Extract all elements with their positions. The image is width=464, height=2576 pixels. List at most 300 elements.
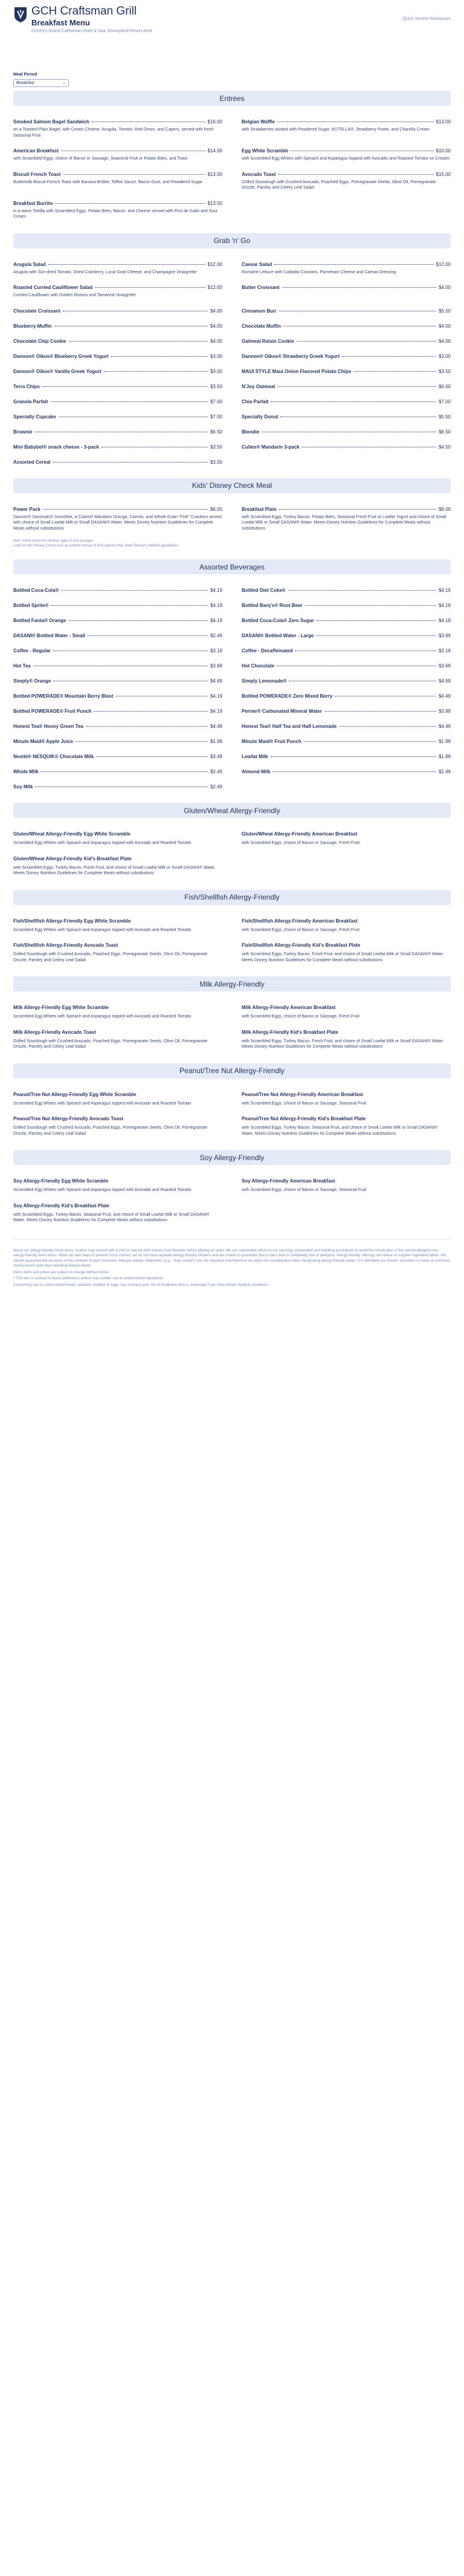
allergy-item-description: Scrambled Egg Whites with Spinach and Asparagus topped with Avocado and Roasted Tomato <box>13 1101 192 1106</box>
menu-item[interactable] <box>242 285 451 299</box>
menu-item[interactable] <box>242 769 451 774</box>
chevron-down-icon: ⌄ <box>62 81 66 85</box>
menu-item-name: Coffee - Decaffeinated <box>242 648 293 654</box>
menu-item[interactable] <box>242 709 451 714</box>
menu-item[interactable] <box>13 693 222 699</box>
meal-period-value: Breakfast <box>16 81 34 85</box>
menu-item-row <box>13 784 222 790</box>
menu-item-price: $6.50 <box>210 429 222 435</box>
menu-item[interactable] <box>13 172 222 191</box>
menu-item-price: $3.19 <box>210 648 222 654</box>
menu-item-price: $4.49 <box>438 724 451 729</box>
allergy-menu-item[interactable] <box>242 1178 451 1193</box>
dotted-leader <box>86 726 208 727</box>
menu-item-price: $1.99 <box>438 754 451 759</box>
menu-item-row <box>242 444 451 450</box>
menu-item-name: Chocolate Croissant <box>13 308 60 314</box>
section-heading: Gluten/Wheat Allergy-Friendly <box>13 803 451 818</box>
menu-item[interactable] <box>242 603 451 608</box>
menu-item[interactable] <box>13 784 222 790</box>
menu-item-row <box>242 339 451 344</box>
menu-item-price: $3.19 <box>438 648 451 654</box>
menu-item-name: Bottled POWERADE® Mountain Berry Blast <box>13 693 114 699</box>
menu-item-name: Honest Tea® Honey Green Tea <box>13 724 83 729</box>
menu-item-name: DASANI® Bottled Water - Large <box>242 633 314 638</box>
menu-item-price: $4.19 <box>438 603 451 608</box>
dotted-leader <box>278 174 433 175</box>
menu-item-row <box>242 429 451 435</box>
menu-item-price: $5.50 <box>438 308 451 314</box>
dotted-leader <box>43 509 208 510</box>
menu-item-name: Dannon® Oikos® Blueberry Greek Yogurt <box>13 353 109 359</box>
allergy-item-description: with Scrambled Eggs, choice of Bacon or Sausage, Fresh Fruit <box>242 1014 359 1019</box>
menu-item[interactable] <box>13 414 222 420</box>
menu-item-row <box>13 633 222 638</box>
menu-item[interactable] <box>13 262 222 276</box>
dotted-leader <box>94 711 208 712</box>
menu-item-row <box>242 308 451 314</box>
menu-item-description: with Scrambled Egg Whites with Spinach and Asparagus topped with Avocado and Roasted Tomato on Crostini <box>242 157 450 161</box>
menu-item-name: Soy Milk <box>13 784 33 790</box>
menu-item-row <box>242 648 451 654</box>
menu-item-row <box>242 588 451 593</box>
menu-item-price: $4.00 <box>438 323 451 329</box>
menu-item[interactable] <box>13 201 222 220</box>
allergy-item-name: Soy Allergy-Friendly Egg White Scramble <box>13 1178 109 1184</box>
menu-item-price: $2.49 <box>210 769 222 774</box>
menu-item-price: $4.00 <box>438 285 451 290</box>
menu-item[interactable] <box>13 678 222 684</box>
meal-period-label: Meal Period <box>13 73 37 77</box>
menu-item-name: Bottled POWERADE® Fruit Punch <box>13 709 92 714</box>
menu-item-price: $4.49 <box>210 724 222 729</box>
section-heading: Soy Allergy-Friendly <box>13 1150 451 1165</box>
allergy-item-name: Milk Allergy-Friendly Egg White Scramble <box>13 1005 109 1010</box>
allergy-section <box>13 1063 451 1147</box>
menu-item[interactable] <box>242 414 451 420</box>
menu-item-price: $13.00 <box>207 171 222 177</box>
menu-item[interactable] <box>13 444 222 450</box>
menu-item[interactable] <box>242 369 451 374</box>
dotted-leader <box>48 264 205 265</box>
menu-item-price: $3.50 <box>210 444 222 450</box>
menu-item-price: $3.49 <box>210 754 222 759</box>
menu-item-row <box>13 323 222 329</box>
menu-item-price: $4.69 <box>438 678 451 684</box>
menu-item-row <box>13 588 222 593</box>
allergy-item-description: Scrambled Egg Whites with Spinach and Asparagus topped with Avocado and Roasted Tomato <box>13 841 192 845</box>
menu-item-row <box>13 429 222 435</box>
menu-item-name: Hot Chocolate <box>242 663 275 669</box>
menu-item[interactable] <box>13 308 222 314</box>
allergy-menu-item[interactable] <box>13 1203 222 1224</box>
menu-item[interactable] <box>13 633 222 638</box>
menu-item-price: $4.00 <box>210 323 222 329</box>
menu-item-price: $12.00 <box>436 261 451 267</box>
allergy-item-name: Peanut/Tree Nut Allergy-Friendly Egg White Scramble <box>13 1091 137 1097</box>
menu-item-row <box>13 339 222 344</box>
kids-menu-note <box>13 539 451 548</box>
menu-item-description: in a warm Tortilla with Scrambled Eggs, Potato Bites, Bacon, and Cheese served with Pico de Gallo and Sour Cream <box>13 209 218 219</box>
menu-item-description: with Scrambled Eggs, Turkey Bacon, Potato Bites, Seasonal Fresh Fruit or Lowfat Yogurt and choice of Small Lowfat Milk or Small DASANI® Water. Meets Disney Nutrition Guidelines for Complete Meals without substitutions <box>242 514 446 531</box>
allergy-menu-item[interactable] <box>242 918 451 933</box>
menu-item[interactable] <box>13 285 222 299</box>
menu-item-row <box>13 618 222 623</box>
dotted-leader <box>50 401 208 402</box>
menu-item-price: $3.00 <box>210 368 222 374</box>
menu-item-row <box>242 414 451 420</box>
menu-item-name: Assorted Cereal <box>13 459 51 465</box>
menu-item-row <box>242 285 451 290</box>
menu-item-price: $4.19 <box>210 709 222 714</box>
allergy-menu-item[interactable] <box>13 918 222 933</box>
menu-item-price: $15.00 <box>436 171 451 177</box>
menu-item[interactable] <box>242 148 451 162</box>
menu-item-row <box>242 354 451 359</box>
menu-item-row <box>13 148 222 154</box>
kids-note-line: Look for the Disney Check icon on printed menus to find options that meet Disney's nutrition guidelines. <box>13 544 179 548</box>
footer-line: About our allergy-friendly menu items: Guests may consult with a chef or special diets trained Cast Member before placing an order. We use reasonable efforts in our sourcing, preparation and handling procedures to avoid the introduction of the named allergens into allergy-friendly menu items. While we take steps to prevent cross-contact, we do not have separate allergy-friendly kitchens and are unable to guarantee that a menu item is completely free of allergens. Allergy-friendly offerings are reliant on supplier ingredient labels. We cannot guarantee the accuracy of the contents of each food item. Allergen dietary statements (e.g., "may contain") are not regulated and therefore we adjust for consideration when designating allergy-friendly meals. It is ultimately our Guests' discretion to make an informed choice based upon their individual dietary needs. <box>13 1248 450 1268</box>
menu-item-price: $3.50 <box>438 368 451 374</box>
menu-item-price: $7.00 <box>438 398 451 404</box>
menu-item[interactable] <box>242 119 451 138</box>
allergy-menu-item[interactable] <box>13 831 222 846</box>
allergy-menu-item[interactable] <box>13 856 222 877</box>
footer-line: * This item is cooked to Guest preference and/or may contain raw or undercooked ingredients. <box>13 1277 165 1280</box>
section-heading: Grab 'n' Go <box>13 233 451 248</box>
allergy-section <box>13 1150 451 1233</box>
dotted-leader <box>279 509 436 510</box>
dotted-leader <box>69 341 208 342</box>
menu-item-name: Egg White Scramble <box>242 148 289 154</box>
menu-item[interactable] <box>13 339 222 344</box>
menu-item-name: N'Joy Oatmeal <box>242 383 276 389</box>
menu-item-name: Bottled POWERADE® Zero Mixed Berry <box>242 693 333 699</box>
menu-item[interactable] <box>242 507 451 532</box>
menu-item[interactable] <box>13 119 222 138</box>
allergy-menu-item[interactable] <box>13 1116 222 1137</box>
menu-item[interactable] <box>13 429 222 435</box>
menu-item-name: Hot Tea <box>13 663 31 669</box>
menu-item-price: $4.00 <box>210 338 222 344</box>
menu-item[interactable] <box>13 663 222 669</box>
menu-item-price: $5.50 <box>438 414 451 420</box>
menu-item-row <box>13 444 222 450</box>
restaurant-title: GCH Craftsman Grill <box>31 5 137 18</box>
allergy-menu-item[interactable] <box>242 1030 451 1050</box>
menu-item[interactable] <box>13 754 222 759</box>
dotted-leader <box>316 635 436 636</box>
menu-item-row <box>242 119 451 125</box>
menu-item[interactable] <box>242 444 451 450</box>
dotted-leader <box>297 341 436 342</box>
menu-item[interactable] <box>13 323 222 329</box>
menu-item-row <box>13 414 222 420</box>
allergy-menu-item[interactable] <box>13 942 222 963</box>
menu-item-name: Cinnamon Bun <box>242 308 276 314</box>
dotted-leader <box>95 287 205 288</box>
menu-item[interactable] <box>242 384 451 389</box>
menu-item-name: Dannon® Oikos® Strawberry Greek Yogurt <box>242 353 340 359</box>
section-heading: Kids' Disney Check Meal <box>13 478 451 493</box>
dotted-leader <box>324 711 436 712</box>
menu-item-row <box>13 648 222 654</box>
menu-item-price: $10.00 <box>436 148 451 154</box>
menu-item[interactable] <box>13 459 222 465</box>
allergy-menu-item[interactable] <box>242 1116 451 1137</box>
menu-item[interactable] <box>242 724 451 729</box>
menu-item[interactable] <box>13 507 222 532</box>
menu-item-name: Bottled Sprite® <box>13 603 49 608</box>
allergy-item-name: Gluten/Wheat Allergy-Friendly American Breakfast <box>242 831 358 837</box>
menu-item-name: Bottled Coca-Cola® Zero Sugar <box>242 618 314 623</box>
item-grid <box>13 262 451 475</box>
section-heading: Peanut/Tree Nut Allergy-Friendly <box>13 1063 451 1079</box>
menu-item-row <box>242 384 451 389</box>
menu-item[interactable] <box>242 739 451 744</box>
menu-item-row <box>13 507 222 512</box>
menu-item-price: $1.99 <box>210 739 222 744</box>
dotted-leader <box>277 386 436 387</box>
menu-item[interactable] <box>242 618 451 623</box>
menu-item-name: Coffee - Regular <box>13 648 51 654</box>
menu-item-price: $4.49 <box>438 693 451 699</box>
dotted-leader <box>63 174 205 175</box>
menu-item-row <box>13 459 222 465</box>
item-grid <box>13 1178 451 1233</box>
dotted-leader <box>96 756 208 757</box>
allergy-menu-item[interactable] <box>242 1092 451 1107</box>
menu-item-row <box>242 754 451 759</box>
menu-item-name: Avocado Toast <box>242 171 276 177</box>
allergy-item-name: Soy Allergy-Friendly American Breakfast <box>242 1178 335 1184</box>
menu-item[interactable] <box>242 172 451 191</box>
menu-item[interactable] <box>242 588 451 593</box>
menu-item-price: $6.00 <box>210 506 222 512</box>
menu-item[interactable] <box>242 323 451 329</box>
menu-item-price: $3.00 <box>438 353 451 359</box>
menu-item[interactable] <box>13 603 222 608</box>
allergy-item-description: Scrambled Egg Whites with Spinach and Asparagus topped with Avocado and Roasted Tomato <box>13 1014 192 1019</box>
meal-period-select[interactable] <box>13 79 69 87</box>
menu-item[interactable] <box>242 308 451 314</box>
menu-item-row <box>13 769 222 774</box>
menu-item-name: Bottled Diet Coke® <box>242 588 286 593</box>
menu-item-row <box>13 693 222 699</box>
menu-item-name: Bottled Fanta® Orange <box>13 618 66 623</box>
menu-item-price: $3.99 <box>438 709 451 714</box>
item-grid <box>13 918 451 973</box>
allergy-item-name: Fish/Shellfish Allergy-Friendly Avocado Toast <box>13 942 118 948</box>
menu-item-price: $3.69 <box>210 663 222 669</box>
dotted-leader <box>288 590 436 591</box>
menu-sections <box>13 91 451 799</box>
menu-item-row <box>13 262 222 267</box>
allergy-menu-item[interactable] <box>13 1178 222 1193</box>
menu-item-row <box>13 285 222 290</box>
dotted-leader <box>55 203 205 204</box>
dotted-leader <box>41 771 208 772</box>
menu-item[interactable] <box>242 648 451 654</box>
menu-item-price: $4.19 <box>210 588 222 593</box>
allergy-item-description: with Scrambled Eggs, choice of Bacon or Sausage, Fresh Fruit <box>242 927 359 932</box>
meal-period-control <box>13 59 451 87</box>
item-grid <box>13 588 451 799</box>
menu-item-name: Biscuit French Toast <box>13 171 61 177</box>
menu-item-name: Bottled Barq's® Root Beer <box>242 603 303 608</box>
menu-item-description: with Strawberries dusted with Powdered Sugar, NUTELLA®, Strawberry Purée, and Chantilly Cream <box>242 128 430 132</box>
menu-subtitle: Breakfast Menu <box>31 18 90 27</box>
allergy-item-description: with Scrambled Eggs, choice of Bacon or Sausage, Fresh Fruit <box>242 841 359 845</box>
menu-item-row <box>13 172 222 177</box>
allergy-menu-item[interactable] <box>13 1030 222 1050</box>
menu-item-name: Dannon® Oikos® Vanilla Greek Yogurt <box>13 368 102 374</box>
menu-item-row <box>13 724 222 729</box>
menu-item-name: Granola Parfait <box>13 398 48 404</box>
menu-item-name: Blondie <box>242 429 260 435</box>
section-heading: Milk Allergy-Friendly <box>13 976 451 991</box>
shield-logo-icon <box>13 6 28 23</box>
dotted-leader <box>353 371 436 372</box>
menu-item-name: Specialty Cupcake <box>13 414 56 420</box>
menu-item[interactable] <box>13 354 222 359</box>
menu-item-name: Blueberry Muffin <box>13 323 52 329</box>
menu-item-row <box>13 354 222 359</box>
menu-item-price: $7.00 <box>210 398 222 404</box>
menu-item-row <box>242 262 451 267</box>
menu-item[interactable] <box>242 693 451 699</box>
allergy-item-description: with Scrambled Eggs, Turkey Bacon, Seasonal Fruit, and choice of Small Lowfat Milk or Small DASANI® Water. Meets Disney Nutrition Guidelines for Complete Meals without substitutions <box>13 1212 210 1222</box>
menu-item-row <box>13 709 222 714</box>
menu-item-price: $2.49 <box>438 769 451 774</box>
menu-item[interactable] <box>242 663 451 669</box>
allergy-item-description: with Scrambled Eggs, Turkey Bacon, Fresh Fruit, and choice of Small Lowfat Milk or Small DASANI® Water. Meets Disney Nutrition Guidelines for Complete Meals without substitutions <box>242 952 444 962</box>
menu-item-row <box>13 384 222 389</box>
menu-item-price: $4.19 <box>210 618 222 623</box>
menu-item-name: Breakfast Burrito <box>13 200 53 206</box>
allergy-item-description: with Scrambled Eggs, Turkey Bacon, Seasonal Fruit, and choice of Small Lowfat Milk or Small DASANI® Water. Meets Disney Nutrition Guidelines for Complete Meals without substitutions <box>242 1126 438 1136</box>
menu-item-name: Almond Milk <box>242 769 271 774</box>
allergy-item-name: Gluten/Wheat Allergy-Friendly Kid's Breakfast Plate <box>13 855 132 861</box>
menu-item-name: Chocolate Chip Cookie <box>13 338 66 344</box>
dotted-leader <box>104 371 208 372</box>
menu-item[interactable] <box>242 678 451 684</box>
dotted-leader <box>342 356 436 357</box>
menu-item-row <box>13 369 222 374</box>
dotted-leader <box>42 386 208 387</box>
menu-item-description: Romaine Lettuce with Ciabatta Croutons, Parmesan Cheese and Caesar Dressing <box>242 270 396 274</box>
section-heading: Fish/Shellfish Allergy-Friendly <box>13 890 451 905</box>
menu-item[interactable] <box>13 148 222 162</box>
menu-item[interactable] <box>13 588 222 593</box>
menu-item-row <box>242 603 451 608</box>
allergy-item-description: with Scrambled Eggs, choice of Bacon or Sausage, Seasonal Fruit <box>242 1188 367 1192</box>
menu-item[interactable] <box>242 354 451 359</box>
menu-item-description: Arugula with Sun-dried Tomato, Dried Cranberry, Local Goat Cheese, and Champagne Vinaigrette <box>13 270 197 274</box>
allergy-menu-item[interactable] <box>242 1005 451 1020</box>
item-grid <box>13 119 451 230</box>
dotted-leader <box>295 650 436 651</box>
menu-item-name: Lowfat Milk <box>242 754 268 759</box>
allergy-menu-item[interactable] <box>242 831 451 846</box>
dotted-leader <box>274 264 433 265</box>
menu-item[interactable] <box>242 633 451 638</box>
menu-section <box>13 233 451 475</box>
menu-item-row <box>242 693 451 699</box>
allergy-menu-item[interactable] <box>13 1005 222 1020</box>
menu-item[interactable] <box>242 429 451 435</box>
menu-item-price: $3.99 <box>438 633 451 638</box>
menu-item[interactable] <box>13 709 222 714</box>
allergy-section <box>13 976 451 1060</box>
menu-item-row <box>13 201 222 206</box>
menu-item[interactable] <box>13 399 222 404</box>
allergy-item-description: with Scrambled Eggs, choice of Bacon or Sausage, Seasonal Fruit <box>242 1101 367 1106</box>
allergy-item-name: Fish/Shellfish Allergy-Friendly American Breakfast <box>242 918 358 924</box>
menu-item[interactable] <box>13 369 222 374</box>
allergy-sections <box>13 803 451 1233</box>
menu-item-price: $4.69 <box>210 678 222 684</box>
menu-item-price: $6.00 <box>438 383 451 389</box>
menu-item[interactable] <box>242 754 451 759</box>
menu-item-description: with Scrambled Eggs, choice of Bacon or Sausage, Seasonal Fruit or Potato Bites, and Toast <box>13 157 188 161</box>
dotted-leader <box>339 726 436 727</box>
item-grid <box>13 1005 451 1060</box>
menu-item[interactable] <box>13 384 222 389</box>
menu-item-row <box>242 724 451 729</box>
menu-item-name: Bottled Coca-Cola® <box>13 588 59 593</box>
menu-item[interactable] <box>242 339 451 344</box>
menu-item[interactable] <box>13 769 222 774</box>
menu-item-name: Terra Chips <box>13 383 40 389</box>
menu-item-row <box>242 148 451 154</box>
menu-item-description: Grilled Sourdough with Crushed Avocado, Poached Eggs, Pomegranate Seeds, Olive Oil, Pomegranate Drizzle, Parsley and Celery Leaf Salad <box>242 180 436 190</box>
menu-item-row <box>242 769 451 774</box>
allergy-menu-item[interactable] <box>13 1092 222 1107</box>
dotted-leader <box>305 605 436 606</box>
footer-line: Menu items and prices are subject to change without notice. <box>13 1270 110 1274</box>
menu-item-price: $1.99 <box>438 739 451 744</box>
menu-item-description: on a Toasted Plain Bagel, with Cream Cheese, Arugula, Tomato, Red Onion, and Capers, served with fresh Seasonal Fruit <box>13 128 214 138</box>
allergy-item-name: Milk Allergy-Friendly Kid's Breakfast Plate <box>242 1029 338 1035</box>
menu-item-row <box>13 739 222 744</box>
menu-item[interactable] <box>13 724 222 729</box>
menu-section <box>13 559 451 799</box>
menu-item[interactable] <box>242 262 451 276</box>
menu-item-description: Dannon® Danimals® Smoothie, a Cuties® Mandarin Orange, Carrots, and Whole Grain "Fish" Crackers served with choice of Small Lowfat Milk or Small DASANI® Water. Meets Disney Nutrition Guidelines for Complete Meals without substitutions <box>13 514 222 531</box>
footer-line: Consuming raw or undercooked meats, seafood, shellfish or eggs may increase your risk of foodborne illness, especially if you have certain medical conditions. <box>13 1283 269 1287</box>
dotted-leader <box>76 741 208 742</box>
menu-item-row <box>13 754 222 759</box>
section-heading: Assorted Beverages <box>13 559 451 574</box>
allergy-menu-item[interactable] <box>242 942 451 963</box>
menu-item-price: $2.49 <box>210 784 222 790</box>
menu-item[interactable] <box>242 399 451 404</box>
allergy-section <box>13 803 451 886</box>
location-text: Disney's Grand Californian Hotel & Spa, Disneyland Resort Area <box>31 29 152 33</box>
menu-item[interactable] <box>13 739 222 744</box>
menu-item[interactable] <box>13 618 222 623</box>
dotted-leader <box>68 620 208 621</box>
menu-item-name: Brownie <box>13 429 33 435</box>
menu-item-name: Smoked Salmon Bagel Sandwich <box>13 119 89 125</box>
menu-item-name: American Breakfast <box>13 148 59 154</box>
dotted-leader <box>304 741 436 742</box>
menu-item-name: Mini Babybel® snack cheese - 3-pack <box>13 444 99 450</box>
menu-item-description: Curried Cauliflower with Golden Raisins and Tamarind Vinaigrette <box>13 293 136 297</box>
allergy-item-description: with Scrambled Eggs, Turkey Bacon, Fresh Fruit, and choice of Small Lowfat Milk or Small DASANI® Water. Meets Disney Nutrition Guidelines for Complete Meals without substitutions <box>242 1039 444 1049</box>
menu-item[interactable] <box>13 648 222 654</box>
